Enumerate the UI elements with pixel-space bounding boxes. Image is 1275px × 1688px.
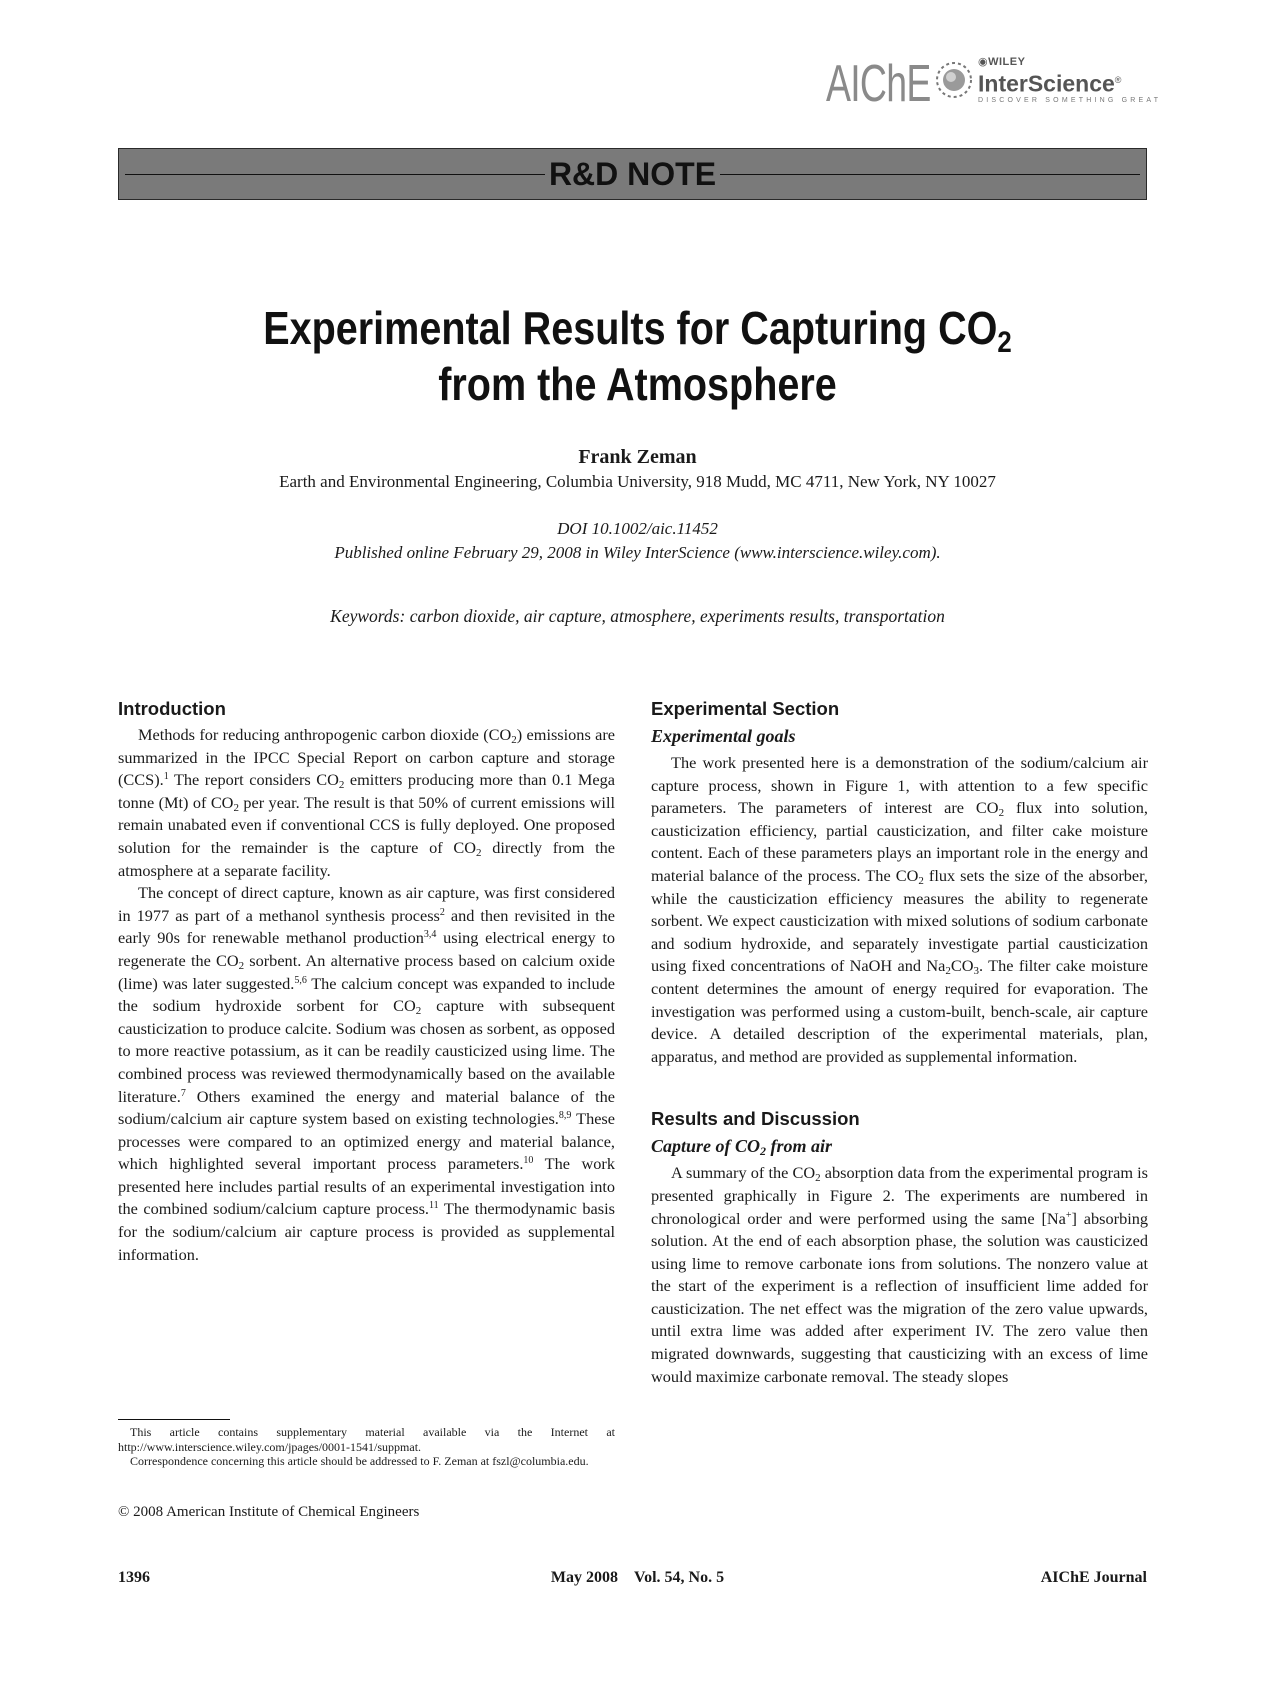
footnotes <box>118 1425 615 1469</box>
issue-volume: Vol. 54, No. 5 <box>634 1569 725 1586</box>
interscience-globe-icon <box>932 58 976 102</box>
keywords: Keywords: carbon dioxide, air capture, atmosphere, experiments results, transportation <box>330 606 945 626</box>
article-title: Experimental Results for Capturing $CO_2$ from the Atmosphere <box>263 302 1012 410</box>
section-heading-experimental: Experimental Section <box>651 698 840 719</box>
subheading-experimental-goals: Experimental goals <box>651 726 796 746</box>
banner-label: R&D NOTE <box>545 156 720 192</box>
subheading-capture-of-co2: Capture of $CO_2$ from air <box>651 1136 833 1159</box>
publication-info: Published online February 29, 2008 in Wiley InterScience (www.interscience.wiley.com). <box>334 543 941 562</box>
doi: DOI 10.1002/aic.11452 <box>557 519 718 538</box>
intro-paragraph-1: Methods for reducing anthropogenic carbon dioxide $(CO_2)$ emissions are summarized in the IPCC Special Report on carbon capture and storage (CCS).$^1$ The report considers $CO_2$ emitters producing more than 0.1 Mega tonne (Mt) of $CO_2$ per year. The result is that 50% of current emissions will remain unabated even if conventional CCS is fully deployed. One proposed solution for the remainder is the capture of $CO_2$ directly from the atmosphere at a separate facility. <box>118 725 616 880</box>
results-paragraph-1: A summary of the $CO_2$ absorption data from the experimental program is presented graphically in Figure 2. The experiments are numbered in chronological order and were performed using the same [Na+] absorbing solution. At the end of each absorption phase, the solution was causticized using lime to remove carbonate ions from solutions. The nonzero value at the start of the experiment is a reflection of insufficient lime added for causticization. The net effect was the migration of the zero value upwards, until extra lime was added after experiment IV. The zero value then migrated downwards, suggesting that causticizing with an excess of lime would maximize carbonate removal. The steady slopes <box>651 1163 1149 1386</box>
footnote-correspondence: Correspondence concerning this article should be addressed to F. Zeman at fszl@columbia.edu. <box>130 1454 589 1468</box>
author-name: Frank Zeman <box>578 446 697 468</box>
experimental-paragraph-1: The work presented here is a demonstration of the sodium/calcium air capture process, shown in Figure 1, with attention to a few specific parameters. The parameters of interest are $CO_2$ flux into solution, causticization efficiency, partial causticization, and filter cake moisture content. Each of these parameters plays an important role in the energy and material balance of the process. The $CO_2$ flux sets the size of the absorber, while the causticization efficiency measures the ability to regenerate sorbent. We expect causticization with mixed solutions of sodium carbonate and sodium hydroxide, and separately investigate partial causticization using fixed concentrations of NaOH and $Na_2CO_3$. The filter cake moisture content determines the amount of energy required for evaporation. The investigation was performed using a custom-built, bench-scale, air capture device. A detailed description of the experimental materials, plan, apparatus, and method are provided as supplemental information. <box>651 753 1148 1066</box>
issue-date: May 2008 <box>550 1569 618 1586</box>
left-column <box>118 696 615 1266</box>
aiche-logo: AIChE <box>826 55 931 113</box>
rd-note-banner <box>118 148 1147 200</box>
journal-name: AIChE Journal <box>1040 1569 1147 1586</box>
interscience-wordmark: InterScience® <box>978 70 1122 97</box>
page-number: 1396 <box>118 1569 150 1586</box>
right-column <box>651 696 1148 1388</box>
wiley-wordmark: ◉WILEY <box>978 56 1026 68</box>
section-heading-introduction: Introduction <box>118 698 226 719</box>
footnote-supplementary: This article contains supplementary material available via the Internet at http://www.interscience.wiley.com/jpages/0001-1541/suppmat. <box>118 1425 615 1454</box>
author-affiliation: Earth and Environmental Engineering, Columbia University, 918 Mudd, MC 4711, New York, NY 10027 <box>279 472 996 491</box>
intro-paragraph-2: The concept of direct capture, known as air capture, was first considered in 1977 as part of a methanol synthesis process$^2$ and then revisited in the early 90s for renewable methanol production$^{3,4}$ using electrical energy to regenerate the $CO_2$ sorbent. An alternative process based on calcium oxide (lime) was later suggested.$^{5,6}$ The calcium concept was expanded to include the sodium hydroxide sorbent for $CO_2$ capture with subsequent causticization to produce calcite. Sodium was chosen as sorbent, as opposed to more reactive potassium, as it can be readily causticized using lime. The combined process was reviewed thermodynamically based on the available literature.$^7$ Others examined the energy and material balance of the sodium/calcium air capture system based on existing technologies.$^{8,9}$ These processes were compared to an optimized energy and material balance, which highlighted several important process parameters.$^{10}$ The work presented here includes partial results of an experimental investigation into the combined sodium/calcium capture process.$^{11}$ The thermodynamic basis for the sodium/calcium air capture process is provided as supplemental information. <box>118 883 615 1264</box>
section-heading-results: Results and Discussion <box>651 1108 860 1130</box>
footnote-rule <box>118 1419 230 1420</box>
copyright: © 2008 American Institute of Chemical Engineers <box>118 1504 420 1520</box>
wiley-interscience-logo <box>978 56 1161 106</box>
wiley-tagline: DISCOVER SOMETHING GREAT <box>978 96 1162 104</box>
